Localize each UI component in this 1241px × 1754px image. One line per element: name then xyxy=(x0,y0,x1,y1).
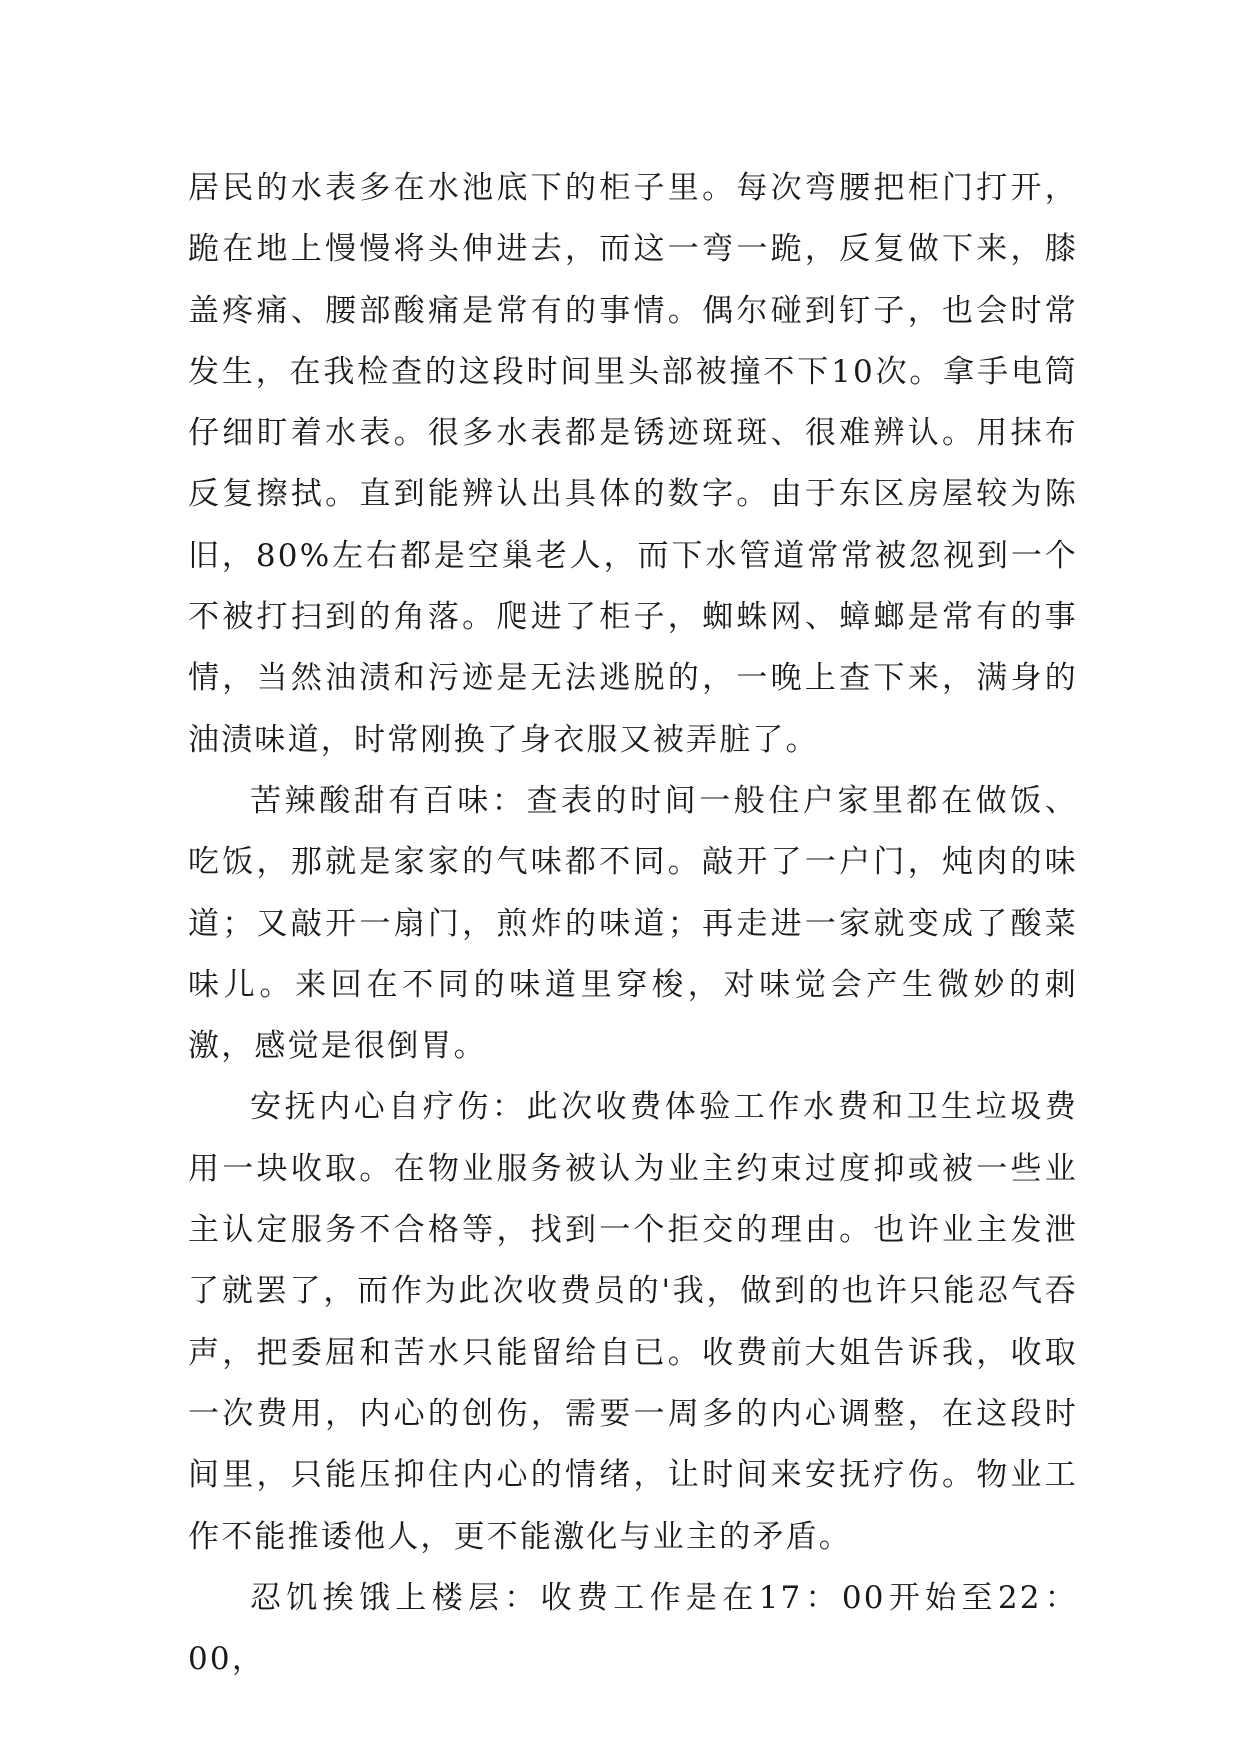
paragraph-smells: 苦辣酸甜有百味：查表的时间一般住户家里都在做饭、吃饭，那就是家家的气味都不同。敲开了一户门，炖肉的味道；又敲开一扇门，煎炸的味道；再走进一家就变成了酸菜味儿。来回在不同的味道里穿梭，对味觉会产生微妙的刺激，感觉是很倒胃。 xyxy=(188,782,1078,1065)
paragraph-self-healing: 安抚内心自疗伤：此次收费体验工作水费和卫生垃圾费用一块收取。在物业服务被认为业主约束过度抑或被一些业主认定服务不合格等，找到一个拒交的理由。也许业主发泄了就罢了，而作为此次收费员的'我，做到的也许只能忍气吞声，把委屈和苦水只能留给自已。收费前大姐告诉我，收取一次费用，内心的创伤，需要一周多的内心调整，在这段时间里，只能压抑住内心的情绪，让时间来安抚疗伤。物业工作不能推诿他人，更不能激化与业主的矛盾。 xyxy=(188,1089,1078,1555)
paragraph-hunger: 忍饥挨饿上楼层：收费工作是在17：00开始至22：00， xyxy=(188,1579,1078,1678)
document-body xyxy=(188,158,1078,1690)
paragraph-water-meter: 居民的水表多在水池底下的柜子里。每次弯腰把柜门打开，跪在地上慢慢将头伸进去，而这一弯一跪，反复做下来，膝盖疼痛、腰部酸痛是常有的事情。偶尔碰到钉子，也会时常发生，在我检查的这段时间里头部被撞不下10次。拿手电筒仔细盯着水表。很多水表都是锈迹斑斑、很难辨认。用抹布反复擦拭。直到能辨认出具体的数字。由于东区房屋较为陈旧，80%左右都是空巢老人，而下水管道常常被忽视到一个不被打扫到的角落。爬进了柜子，蜘蛛网、蟑螂是常有的事情，当然油渍和污迹是无法逃脱的，一晚上查下来，满身的油渍味道，时常刚换了身衣服又被弄脏了。 xyxy=(188,170,1078,758)
